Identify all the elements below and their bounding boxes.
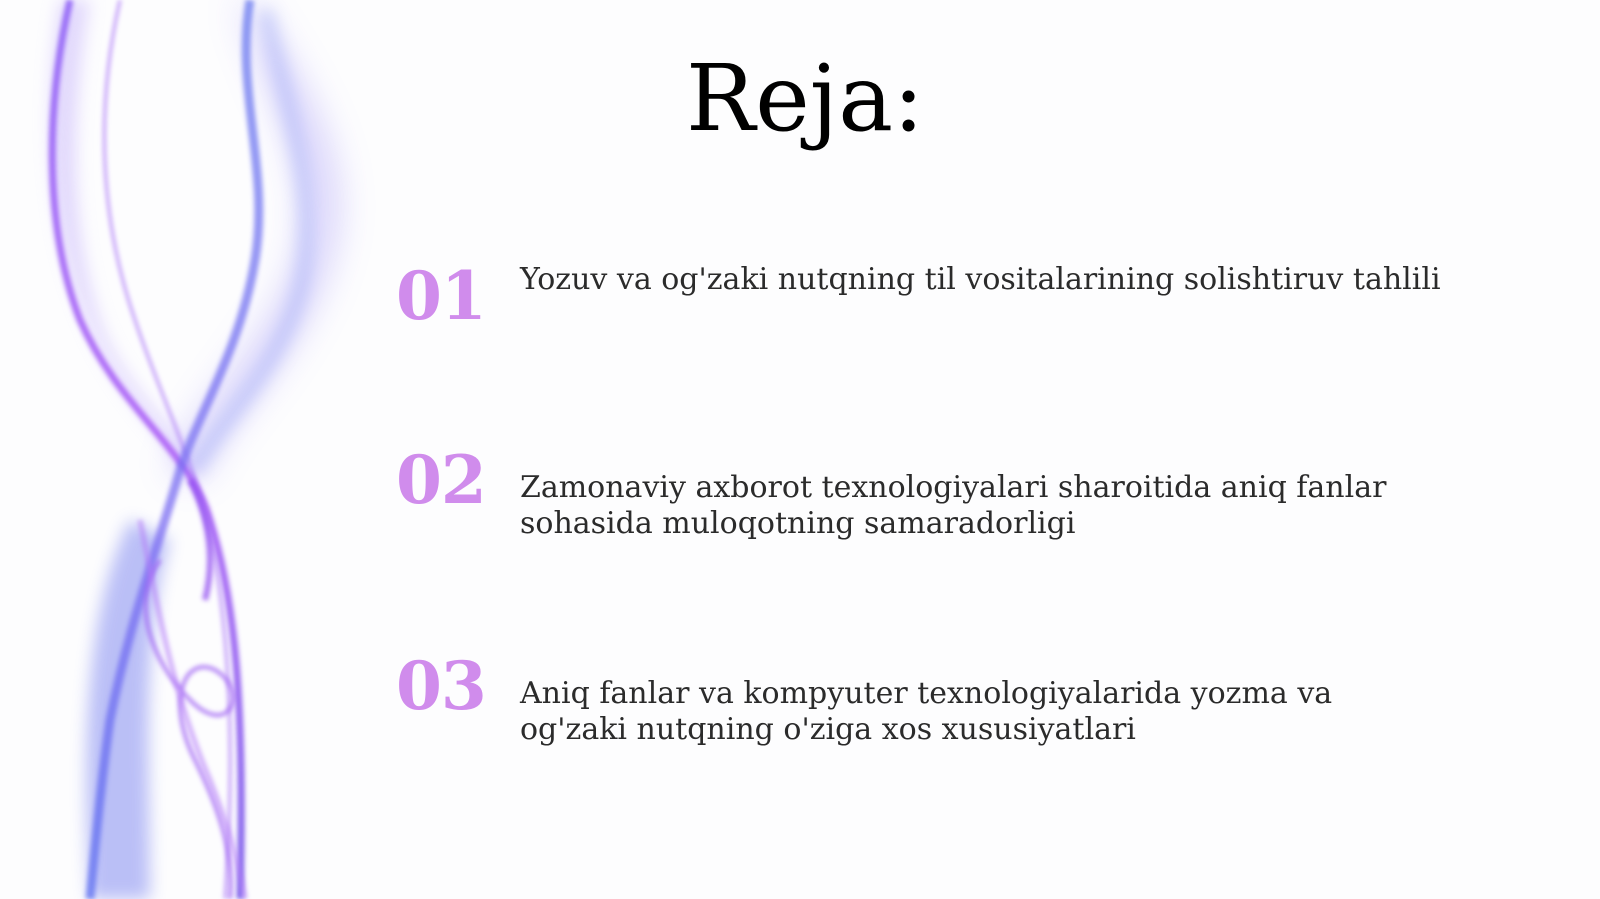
- plan-item-text: Yozuv va og'zaki nutqning til vositalarining solishtiruv tahlili: [520, 262, 1441, 297]
- plan-item-text: Aniq fanlar va kompyuter texnologiyalarida yozma va og'zaki nutqning o'ziga xos xususiyatlari: [520, 676, 1333, 747]
- plan-item-number: 03: [396, 647, 486, 725]
- plan-item-number: 01: [396, 257, 486, 335]
- plan-item-number: 02: [396, 441, 486, 519]
- plan-item-text: Zamonaviy axborot texnologiyalari sharoitida aniq fanlar sohasida muloqotning samaradorligi: [520, 470, 1387, 541]
- slide-title: Reja:: [685, 45, 925, 152]
